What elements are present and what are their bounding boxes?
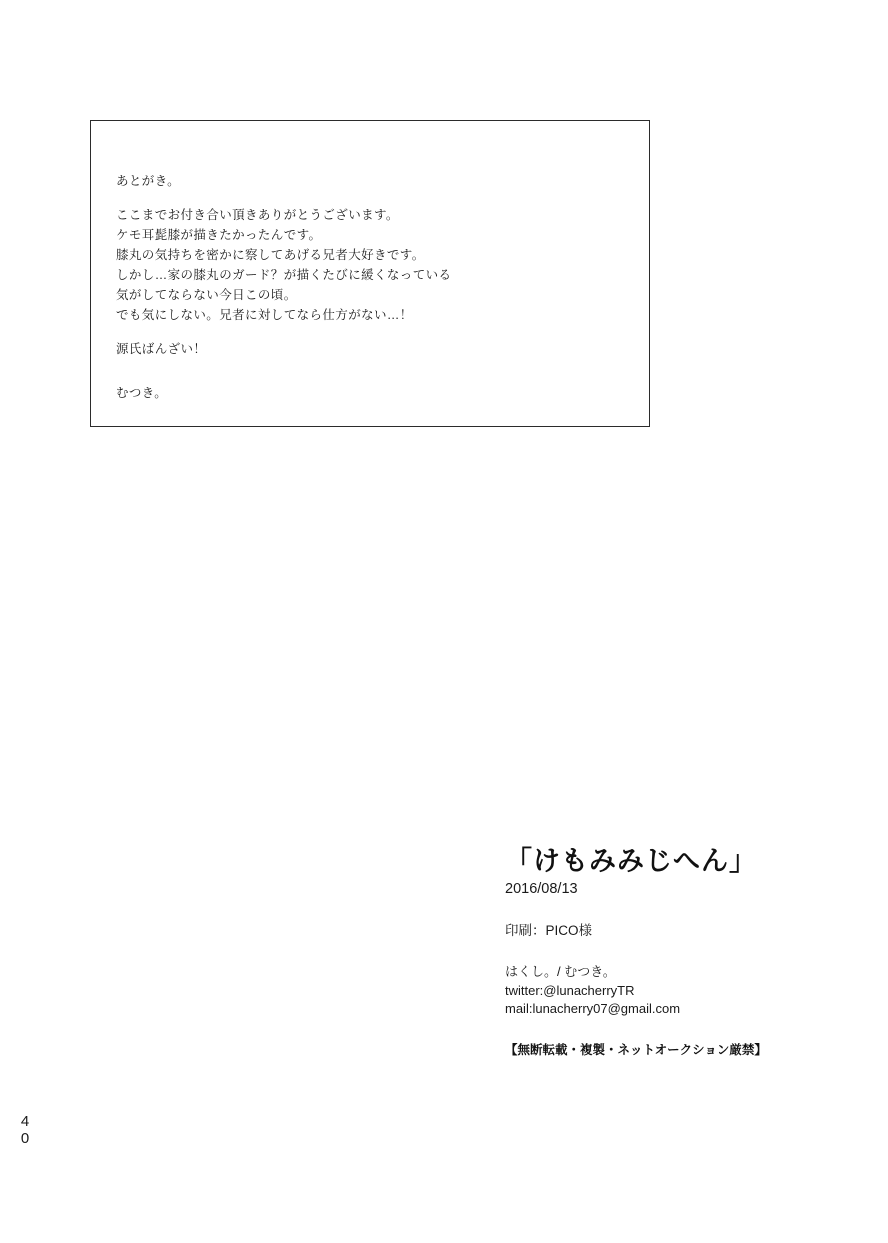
page-number xyxy=(16,1113,34,1147)
afterword-exclamation: 源氏ばんざい！ xyxy=(116,342,207,356)
afterword-text-block xyxy=(116,171,626,403)
twitter-handle: twitter:@lunacherryTR xyxy=(505,982,635,998)
afterword-heading: あとがき。 xyxy=(116,174,181,188)
contact-block xyxy=(505,963,855,1019)
book-title: 「けもみみじへん」 xyxy=(505,846,757,876)
afterword-line: 気がしてならない今日この頃。 xyxy=(116,288,297,302)
afterword-spacer xyxy=(116,191,626,205)
afterword-line: 膝丸の気持ちを密かに察してあげる兄者大好きです。 xyxy=(116,248,425,262)
afterword-spacer xyxy=(116,373,626,383)
afterword-box xyxy=(90,120,650,427)
afterword-spacer xyxy=(116,359,626,373)
page-number-digit: 0 xyxy=(20,1130,30,1147)
email-address: mail:lunacherry07@gmail.com xyxy=(505,1001,681,1016)
afterword-line: ケモ耳髭膝が描きたかったんです。 xyxy=(116,228,322,242)
page-number-digit: 4 xyxy=(20,1113,30,1130)
afterword-line: ここまでお付き合い頂きありがとうございます。 xyxy=(116,208,399,222)
publication-date: 2016/08/13 xyxy=(505,881,578,897)
printer-credit: 印刷：PICO様 xyxy=(505,923,593,938)
circle-author: はくし。/ むつき。 xyxy=(505,964,616,979)
afterword-spacer xyxy=(116,325,626,339)
colophon-block xyxy=(505,845,855,1059)
afterword-signature: むつき。 xyxy=(116,386,168,400)
afterword-line: でも気にしない。兄者に対してなら仕方がない…！ xyxy=(116,308,413,322)
afterword-line: しかし…家の膝丸のガード？が描くたびに緩くなっている xyxy=(116,268,452,282)
copyright-notice: 【無断転載・複製・ネットオークション厳禁】 xyxy=(505,1042,767,1057)
